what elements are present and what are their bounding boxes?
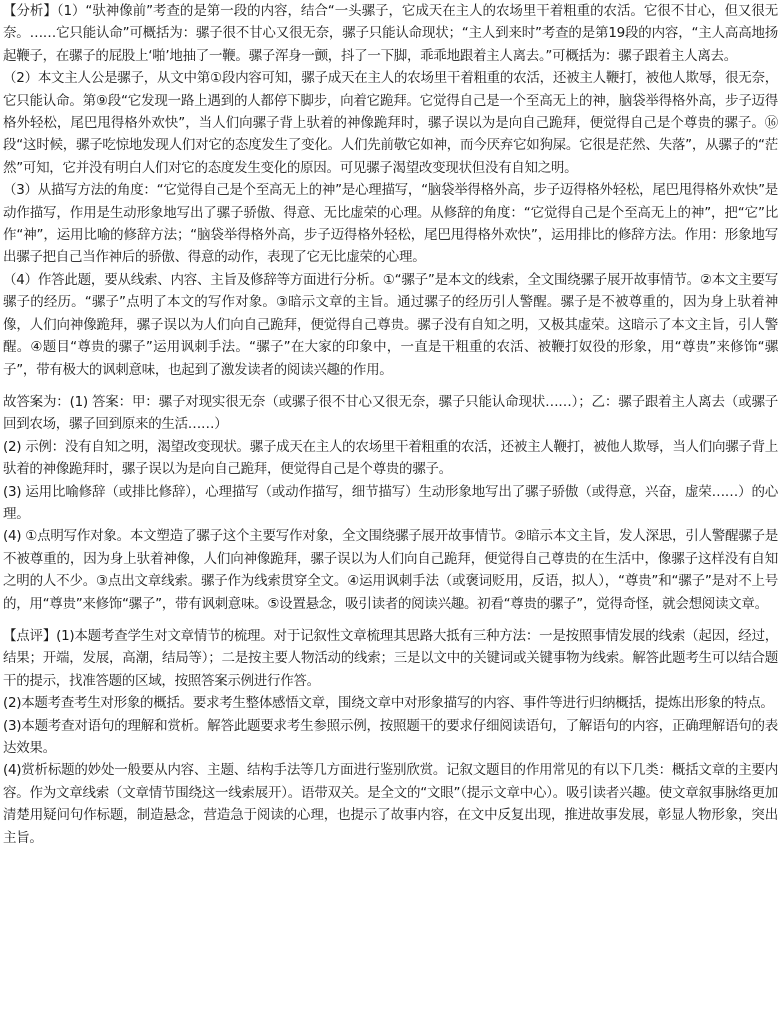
comment-section — [3, 625, 778, 849]
comment-paragraph-3: (3)本题考查对语句的理解和赏析。解答此题要求考生参照示例，按照题干的要求仔细阅读语句，了解语句的内容，正确理解语句的表达效果。 — [3, 717, 778, 756]
analysis-paragraph-3: （3）从描写方法的角度：“它觉得自己是个至高无上的神”是心理描写，“脑袋举得格外高，步子迈得格外轻松，尾巴甩得格外欢快”是动作描写，作用是生动形象地写出了骡子骄傲、得意、无比虚荣的心理。从修辞的角度：“它觉得自己是个至高无上的神”，把“它”比作“神”，运用比喻的修辞方法；“脑袋举得格外高，步子迈得格外轻松，尾巴甩得格外欢快”，运用排比的修辞方法。作用：形象地写出骡子把自己当作神后的骄傲、得意的动作，表现了它无比虚荣的心理。 — [3, 182, 778, 266]
analysis-paragraph-2: （2）本文主人公是骡子，从文中第①段内容可知，骡子成天在主人的农场里干着粗重的农活，还被主人鞭打，被他人欺辱，很无奈，它只能认命。第⑨段“它发现一路上遇到的人都停下脚步，向着它跪拜。它觉得自己是一个至高无上的神，脑袋举得格外高，步子迈得格外轻松，尾巴甩得格外欢快”，当人们向骡子背上驮着的神像跪拜时，骡子误以为是向自己跪拜，便觉得自己是个尊贵的骡子。⑯段“这时候，骡子吃惊地发现人们对它的态度发生了变化。人们先前敬它如神，而今厌弃它如狗屎。它很是茫然、失落”，从骡子的“茫然”可知，它并没有明白人们对它的态度发生变化的原因。可见骡子渴望改变现状但没有自知之明。 — [3, 70, 778, 176]
analysis-section — [3, 0, 778, 381]
answer-paragraph-2: (2) 示例：没有自知之明，渴望改变现状。骡子成天在主人的农场里干着粗重的农活，还被主人鞭打，被他人欺辱，当人们向骡子背上驮着的神像跪拜时，骡子误以为是向自己跪拜，便觉得自己是个尊贵的骡子。 — [3, 438, 778, 478]
comment-paragraph-2: (2)本题考查考生对形象的概括。要求考生整体感悟文章，围绕文章中对形象描写的内容、事件等进行归纳概括，提炼出形象的特点。 — [3, 695, 774, 712]
analysis-paragraph-1: 【分析】（1）“驮神像前”考查的是第一段的内容，结合“一头骡子，它成天在主人的农场里干着粗重的农活。它很不甘心，但又很无奈。……它只能认命”可概括为：骡子很不甘心又很无奈，骡子只能认命现状；“主人到来时”考查的是第19段的内容，“主人高高地扬起鞭子，在骡子的屁股上‘啪’地抽了一鞭。骡子浑身一颤，抖了一下脚，乖乖地跟着主人离去。”可概括为：骡子跟着主人离去。 — [3, 3, 778, 64]
answer-paragraph-4: (4) ①点明写作对象。本文塑造了骡子这个主要写作对象，全文围绕骡子展开故事情节。②暗示本文主旨，发人深思，引人警醒骡子是不被尊重的，因为身上驮着神像，人们向神像跪拜，骡子误以为人们向自己跪拜，便觉得自己尊贵的在生活中，像骡子这样没有自知之明的人不少。③点出文章线索。骡子作为线索贯穿全文。④运用讽刺手法（或褒词贬用，反语，拟人），“尊贵”和“骡子”是对不上号的，用“尊贵”来修饰“骡子”，带有讽刺意味。⑤设置悬念，吸引读者的阅读兴趣。初看“尊贵的骡子”，觉得奇怪，就会想阅读文章。 — [3, 528, 778, 612]
analysis-paragraph-4: （4）作答此题，要从线索、内容、主旨及修辞等方面进行分析。①“骡子”是本文的线索，全文围绕骡子展开故事情节。②本文主要写骡子的经历。“骡子”点明了本文的写作对象。③暗示文章的主旨。通过骡子的经历引人警醒。骡子是不被尊重的，因为身上驮着神像，人们向神像跪拜，骡子误以为人们向自己跪拜，便觉得自己尊贵。骡子没有自知之明，又极其虚荣。这暗示了本文主旨，引人警醒。④题目“尊贵的骡子”运用讽刺手法。“骡子”在大家的印象中，一直是干粗重的农活、被鞭打奴役的形象，用“尊贵”来修饰“骡子”，带有极大的讽刺意味，也起到了激发读者的阅读兴趣的作用。 — [3, 271, 778, 378]
comment-paragraph-1: 【点评】(1)本题考查学生对文章情节的梳理。对于记叙性文章梳理其思路大抵有三种方法：一是按照事情发展的线索（起因，经过，结果；开端，发展，高潮，结局等）；二是按主要人物活动的线索；三是以文中的关键词或关键事物为线索。解答此题考生可以结合题干的提示，找准答题的区域，按照答案示例进行作答。 — [3, 627, 778, 689]
answers-section — [3, 391, 778, 615]
comment-paragraph-4: (4)赏析标题的妙处一般要从内容、主题、结构手法等几方面进行鉴别欣赏。记叙文题目的作用常见的有以下几类：概括文章的主要内容。作为文章线索（文章情节围绕这一线索展开）。语带双关。是全文的“文眼”（提示文章中心）。吸引读者兴趣。使文章叙事脉络更加清楚用疑问句作标题，制造悬念，营造急于阅读的心理，也提示了故事内容，在文中反复出现，推进故事发展，彰显人物形象，突出主旨。 — [3, 762, 778, 846]
answer-paragraph-3: (3) 运用比喻修辞（或排比修辞），心理描写（或动作描写，细节描写）生动形象地写出了骡子骄傲（或得意，兴奋，虚荣……）的心理。 — [3, 483, 778, 522]
answer-paragraph-1: 故答案为：(1) 答案：甲：骡子对现实很无奈（或骡子很不甘心又很无奈，骡子只能认命现状……）；乙：骡子跟着主人离去（或骡子回到农场，骡子回到原来的生活……） — [3, 393, 778, 433]
